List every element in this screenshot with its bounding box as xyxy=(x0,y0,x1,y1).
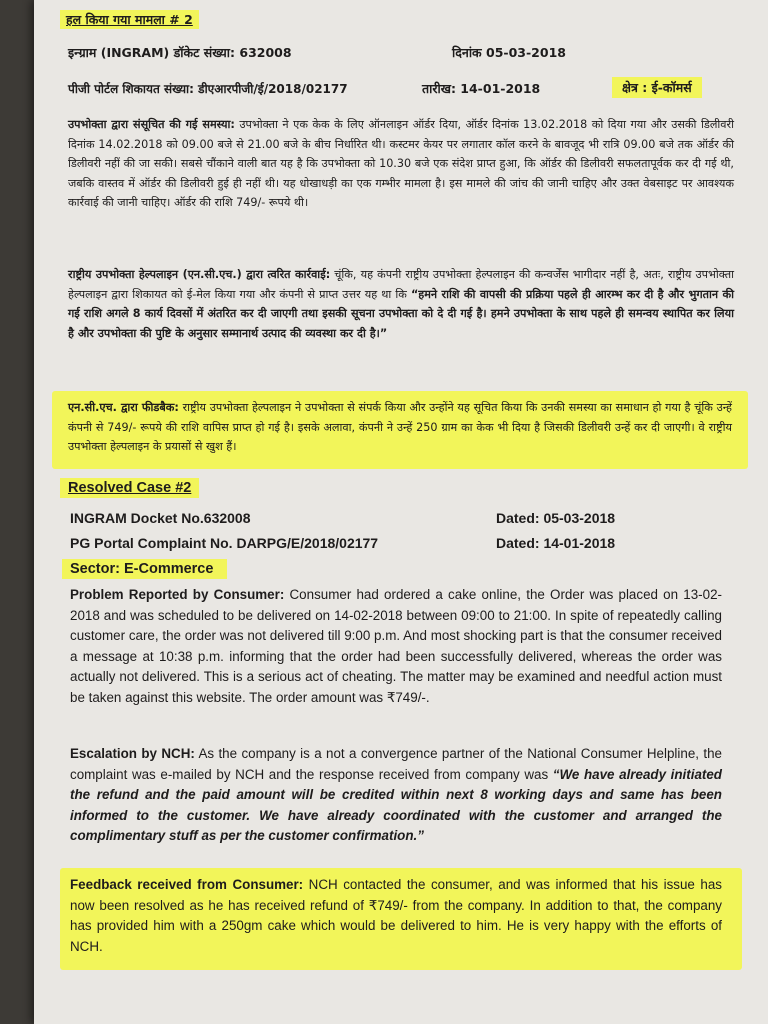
english-sector: Sector: E-Commerce xyxy=(62,559,227,579)
hindi-sector: क्षेत्र : ई-कॉमर्स xyxy=(612,77,702,98)
hindi-pg-date: तारीख: 14-01-2018 xyxy=(422,81,541,96)
english-pg-complaint-number: PG Portal Complaint No. DARPG/E/2018/02177 xyxy=(70,535,379,551)
english-feedback-paragraph xyxy=(70,875,722,957)
document-page xyxy=(34,0,768,1024)
hindi-title: हल किया गया मामला # 2 xyxy=(60,10,199,29)
hindi-pg-complaint-number: पीजी पोर्टल शिकायत संख्या: डीएआरपीजी/ई/2018/02177 xyxy=(68,82,348,96)
hindi-feedback-paragraph xyxy=(68,398,732,457)
hindi-feedback-text: राष्ट्रीय उपभोक्ता हेल्पलाइन ने उपभोक्ता से संपर्क किया और उन्होंने यह सूचित किया कि उनकी समस्या का समाधान हो गया है चूंकि उन्हें कंपनी से 749/- रूपये की राशि वापिस प्राप्त हो गई है। इसके अलावा, कंपनी ने उन्हें 250 ग्राम का केक भी दिया है जिसकी डिलीवरी उन्हें कर दी जाएगी। वे राष्ट्रीय उपभोक्ता हेल्पलाइन के प्रयासों से खुश हैं। xyxy=(68,401,732,453)
english-problem-paragraph xyxy=(70,585,722,709)
english-title: Resolved Case #2 xyxy=(60,478,199,498)
hindi-problem-heading: उपभोक्ता द्वारा संसूचित की गई समस्या: xyxy=(68,118,235,131)
english-problem-text: Consumer had ordered a cake online, the Order was placed on 13-02-2018 and was scheduled to be delivered on 14-02-2018 between 09:00 to 21:00. In spite of repeatedly calling customer care, the order was not delivered till 9:00 p.m. And most shocking part is that the consumer received a message at 10:38 p.m. informing that the order had been successfully delivered, whereas the order was actually not delivered. This is a serious act of cheating. The matter may be examined and needful action must be taken against this website. The order amount was ₹749/-. xyxy=(70,587,722,705)
english-escalation-paragraph xyxy=(70,744,722,847)
english-pg-date: Dated: 14-01-2018 xyxy=(496,535,616,551)
english-escalation-quote: “We have already initiated the refund and the paid amount will be credited within next 8 working days and same has been informed to the customer. We have already coordinated with the customer and arranged the complimentary stuff as per the customer confirmation.” xyxy=(70,766,722,844)
english-feedback-text: NCH contacted the consumer, and was informed that his issue has now been resolved as he has received refund of ₹749/- from the company. In addition to that, the company has provided him with a 250gm cake which would be delivered to him. He is very happy with the efforts of NCH. xyxy=(70,877,722,954)
english-feedback-heading: Feedback received from Consumer: xyxy=(70,877,304,892)
english-problem-heading: Problem Reported by Consumer: xyxy=(70,587,285,602)
hindi-docket-number: इन्ग्राम (INGRAM) डॉकेट संख्या: 632008 xyxy=(68,45,292,60)
hindi-nch-quote: “हमने राशि की वापसी की प्रक्रिया पहले ही आरम्भ कर दी है और भुगतान की गई राशि अगले 8 कार्य दिवसों में अंतरित कर दी जाएगी तथा इसकी सूचना उपभोक्ता को दे दी गई है। हमने उपभोक्ता के साथ पहले ही समन्वय स्थापित कर लिया है और उपभोक्ता की पुष्टि के अनुसार सम्मानार्थ उत्पाद की व्यवस्था कर दी है।” xyxy=(68,287,734,340)
english-docket-number: INGRAM Docket No.632008 xyxy=(70,510,251,526)
english-docket-date: Dated: 05-03-2018 xyxy=(496,510,616,526)
hindi-problem-text: उपभोक्ता ने एक केक के लिए ऑनलाइन ऑर्डर दिया, ऑर्डर दिनांक 13.02.2018 को दिया गया और उसकी डिलीवरी दिनांक 14.02.2018 को 09.00 बजे से 21.00 बजे के बीच निर्धारित थी। कस्टमर केयर पर लगातार कॉल करने के बावजूद भी रात्रि 09.00 बजे तक ऑर्डर की डिलीवरी नहीं की जा सकी। सबसे चौंकाने वाली बात यह है कि उपभोक्ता को 10.30 बजे एक संदेश प्राप्त हुआ, कि ऑर्डर की डिलीवरी सफलतापूर्वक कर दी गई थी, जबकि वास्तव में ऑर्डर की डिलीवरी हुई ही नहीं थी। यह धोखाधड़ी का एक गम्भीर मामला है। इस मामले की जांच की जानी चाहिए और उक्त वेबसाइट पर आवश्यक कार्रवाई की जानी चाहिए। ऑर्डर की राशि 749/- रूपये थी। xyxy=(68,118,734,209)
hindi-nch-text: चूंकि, यह कंपनी राष्ट्रीय उपभोक्ता हेल्पलाइन की कन्वर्जेंस भागीदार नहीं है, अतः, राष्ट्रीय उपभोक्ता हेल्पलाइन द्वारा शिकायत को ई-मेल किया गया और कंपनी से प्राप्त उत्तर यह था कि xyxy=(68,268,735,301)
hindi-feedback-heading: एन.सी.एच. द्वारा फीडबैक: xyxy=(68,401,179,414)
hindi-nch-paragraph xyxy=(68,265,734,343)
english-escalation-text: As the company is a not a convergence partner of the National Consumer Helpline, the complaint was e-mailed by NCH and the response received from company was xyxy=(70,746,722,782)
hindi-problem-paragraph xyxy=(68,115,734,213)
hindi-nch-heading: राष्ट्रीय उपभोक्ता हेल्पलाइन (एन.सी.एच.) द्वारा त्वरित कार्रवाई: xyxy=(68,268,331,281)
hindi-docket-date: दिनांक 05-03-2018 xyxy=(452,45,566,60)
english-escalation-heading: Escalation by NCH: xyxy=(70,746,195,761)
